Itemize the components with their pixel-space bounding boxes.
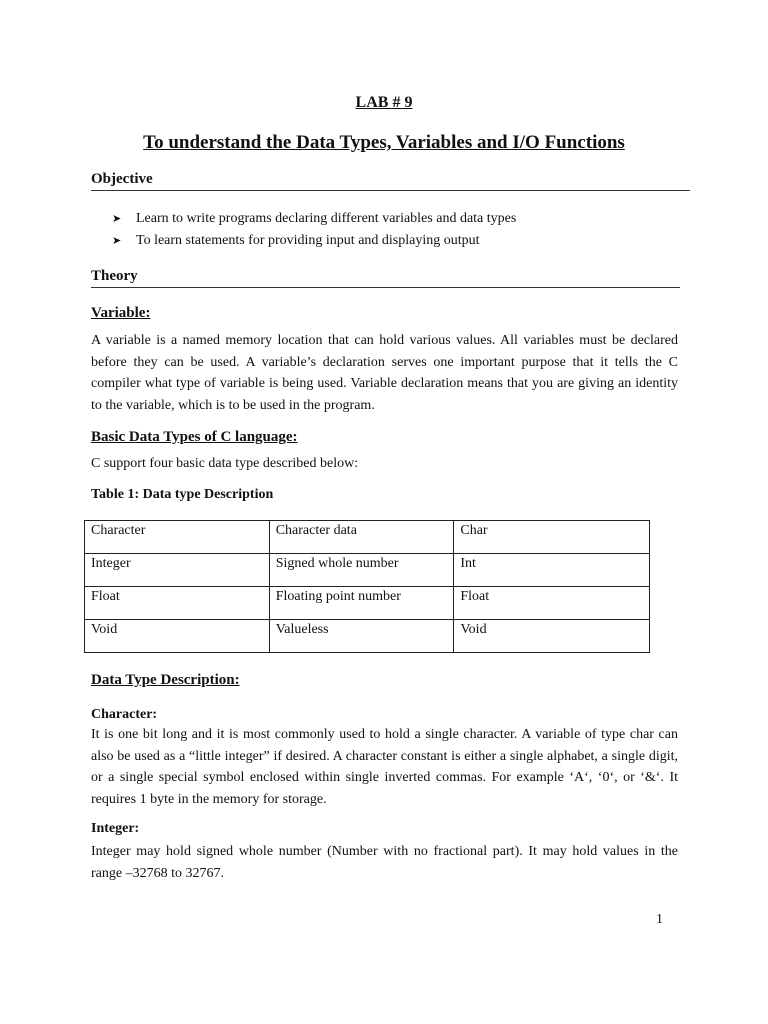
list-item: [112, 232, 672, 254]
main-title: To understand the Data Types, Variables and I/O Functions: [143, 132, 625, 153]
table-row: [85, 554, 650, 587]
table-cell: Character: [85, 521, 270, 554]
data-type-description-heading: Data Type Description:: [91, 672, 240, 688]
table-cell: Integer: [85, 554, 270, 587]
page-number: 1: [656, 912, 663, 927]
character-heading: Character:: [91, 707, 158, 722]
table-caption: Table 1: Data type Description: [91, 487, 274, 502]
table-cell: Int: [454, 554, 650, 587]
table-row: [85, 620, 650, 653]
variable-paragraph: A variable is a named memory location that can hold various values. All variables must be declared before they can be used. A variable’s declaration serves one important purpose that it tells the C compiler what type of variable is being used. Variable declaration means that you are giving an identity to the variable, which is to be used in the program.: [91, 333, 678, 413]
variable-heading: Variable:: [91, 305, 151, 321]
list-item-text: To learn statements for providing input and displaying output: [136, 233, 480, 248]
list-item-text: Learn to write programs declaring different variables and data types: [136, 211, 517, 226]
table-cell: Signed whole number: [269, 554, 454, 587]
basic-data-types-heading: Basic Data Types of C language:: [91, 429, 298, 445]
integer-heading: Integer:: [91, 821, 140, 836]
table-cell: Character data: [269, 521, 454, 554]
table-cell: Char: [454, 521, 650, 554]
table-cell: Void: [454, 620, 650, 653]
objective-heading: Objective: [91, 171, 690, 191]
theory-heading: Theory: [91, 268, 680, 288]
table-cell: Valueless: [269, 620, 454, 653]
arrow-bullet-icon: ➤: [112, 213, 122, 225]
lab-title: LAB # 9: [355, 94, 413, 111]
table-cell: Float: [454, 587, 650, 620]
list-item: [112, 210, 672, 232]
table-row: [85, 587, 650, 620]
table-cell: Void: [85, 620, 270, 653]
integer-paragraph: Integer may hold signed whole number (Number with no fractional part). It may hold values in the range –32768 to 32767.: [91, 844, 678, 881]
objective-list: [112, 210, 672, 254]
arrow-bullet-icon: ➤: [112, 235, 122, 247]
table-cell: Float: [85, 587, 270, 620]
character-paragraph: It is one bit long and it is most commonly used to hold a single character. A variable of type char can also be used as a “little integer” if desired. A character constant is either a single alphabet, a single digit, or a single special symbol enclosed within single inverted commas. For example ‘A‘, ‘0‘, or ‘&‘. It requires 1 byte in the memory for storage.: [91, 727, 678, 807]
table-row: [85, 521, 650, 554]
table-cell: Floating point number: [269, 587, 454, 620]
data-type-table: [84, 520, 650, 653]
basic-data-types-paragraph: C support four basic data type described below:: [91, 456, 359, 471]
